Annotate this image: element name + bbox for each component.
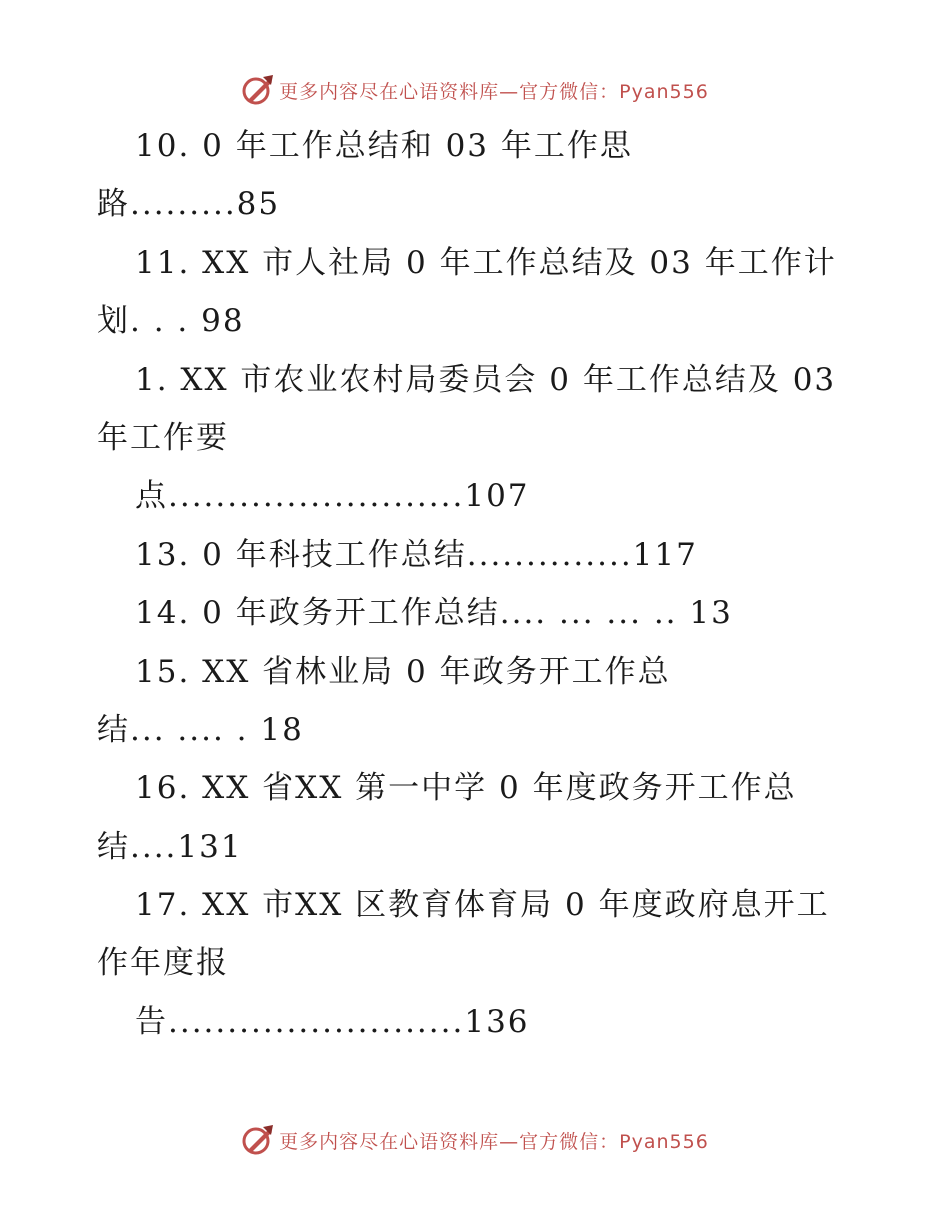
toc-line: 作年度报 [97,945,229,982]
toc-line: 1. XX 市农业农村局委员会 0 年工作总结及 03 [135,361,837,398]
toc-line: 划. . . 98 [97,303,245,340]
toc-line: 17. XX 市XX 区教育体育局 0 年度政府息开工 [135,887,830,924]
header-banner [0,70,950,110]
toc-line: 年工作要 [97,419,229,456]
toc-line: 结... .... . 18 [97,711,304,748]
toc-line: 14. 0 年政务开工作总结.... ... ... .. 13 [135,595,733,632]
table-of-contents [0,117,950,1051]
toc-line: 11. XX 市人社局 0 年工作总结及 03 年工作计 [135,244,837,281]
toc-line: 15. XX 省林业局 0 年政务开工作总 [135,653,671,690]
quill-pen-logo-icon [241,1123,275,1157]
banner-text: 更多内容尽在心语资料库—官方微信：Pyan556 [279,80,709,103]
banner-text: 更多内容尽在心语资料库—官方微信：Pyan556 [279,1130,709,1153]
toc-line: 路.........85 [97,186,281,223]
toc-line: 10. 0 年工作总结和 03 年工作思 [135,128,633,164]
toc-line: 点.........................107 [135,478,530,515]
quill-pen-logo-icon [241,73,275,107]
toc-line: 结....131 [97,828,243,865]
toc-line: 16. XX 省XX 第一中学 0 年度政务开工作总 [135,770,797,807]
toc-line: 13. 0 年科技工作总结..............117 [135,536,698,573]
footer-banner [0,1120,950,1160]
toc-line: 告.........................136 [135,1003,530,1040]
